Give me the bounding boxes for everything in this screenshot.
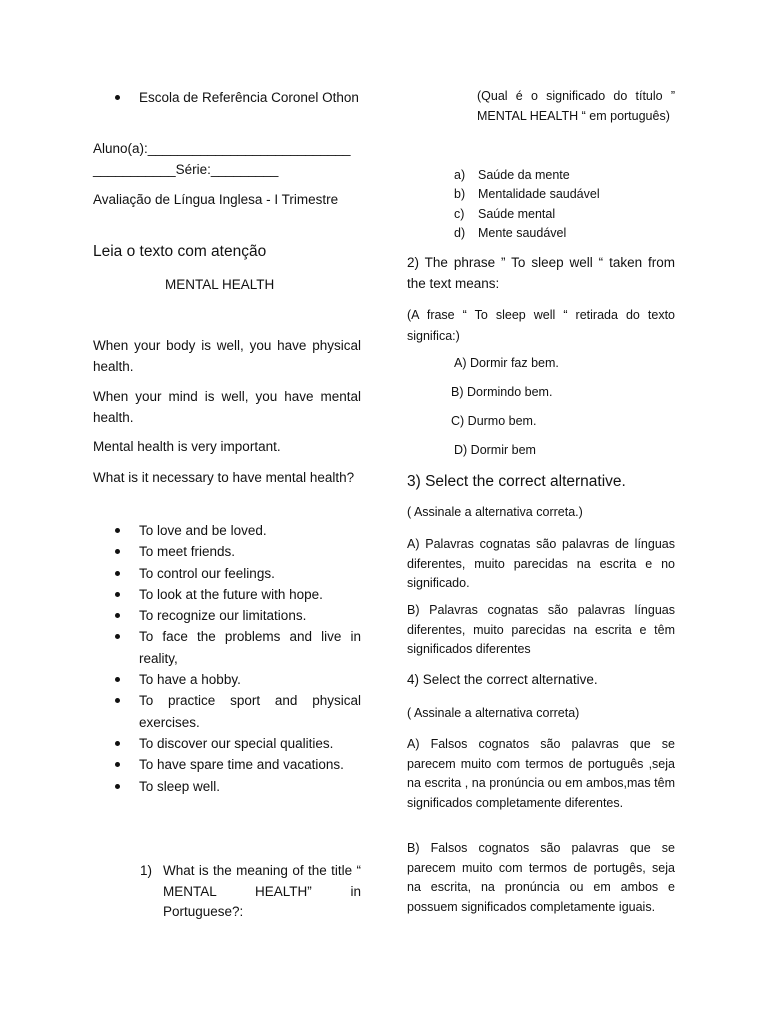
q4-text: 4) Select the correct alternative.: [407, 672, 598, 687]
q3-option-a: A) Palavras cognatas são palavras de línguas diferentes, muito parecidas na escrita e no significado.: [407, 537, 675, 590]
bullet-icon: [115, 698, 120, 703]
list-item: To meet friends.: [93, 541, 361, 562]
school-list: [93, 87, 361, 108]
q4-option-b: B) Falsos cognatos são palavras que se parecem muito com termos de portugês, seja na escrita, na pronúncia ou em ambos e possuem significados completamente iguais.: [407, 841, 675, 914]
option-a: a) Saúde da mente: [454, 168, 570, 182]
option-b: b) Mentalidade saudável: [454, 187, 600, 202]
q1-translation: (Qual é o significado do título ” MENTAL HEALTH “ em português): [477, 89, 675, 123]
school-name: Escola de Referência Coronel Othon: [93, 87, 361, 108]
q3-text: 3) Select the correct alternative.: [407, 473, 626, 490]
bullet-icon: [115, 613, 120, 618]
list-item: To sleep well.: [93, 776, 361, 797]
bullet-icon: [115, 784, 120, 789]
bullet-icon: [115, 549, 120, 554]
passage-paragraph: Mental health is very important.: [93, 439, 281, 454]
q2-translation: (A frase “ To sleep well “ retirada do texto significa:): [407, 308, 675, 343]
list-item: To look at the future with hope.: [93, 584, 361, 605]
passage-paragraph: When your body is well, you have physical health.: [93, 338, 361, 374]
question-number: 1): [140, 863, 153, 878]
health-list: [93, 520, 361, 797]
bullet-icon: [115, 592, 120, 597]
q2-option-a: A) Dormir faz bem.: [454, 356, 559, 370]
q1-options: [454, 166, 674, 243]
q3-translation: ( Assinale a alternativa correta.): [407, 505, 583, 519]
student-name-field: Aluno(a):___________________________: [93, 141, 351, 156]
list-item: To practice sport and physical exercises.: [93, 690, 361, 733]
option-d: d) Mente saudável: [454, 225, 567, 240]
bullet-icon: [115, 528, 120, 533]
instructions: Leia o texto com atenção: [93, 243, 267, 260]
bullet-icon: [115, 741, 120, 746]
list-item: To control our feelings.: [93, 563, 361, 584]
option-c: c) Saúde mental: [454, 206, 556, 221]
bullet-icon: [115, 571, 120, 576]
bullet-icon: [115, 634, 120, 639]
q2-option-d: D) Dormir bem: [454, 443, 536, 457]
bullet-icon: [115, 762, 120, 767]
list-item: To love and be loved.: [93, 520, 361, 541]
list-item: To have a hobby.: [93, 669, 361, 690]
list-item: To discover our special qualities.: [93, 733, 361, 754]
passage-paragraph: What is it necessary to have mental health?: [93, 470, 355, 485]
bullet-icon: [115, 677, 120, 682]
bullet-icon: [115, 95, 120, 100]
question-text: What is the meaning of the title “ MENTAL HEALTH” in Portuguese?:: [163, 863, 361, 919]
passage-paragraph: When your mind is well, you have mental health.: [93, 389, 361, 425]
q4-option-a: A) Falsos cognatos são palavras que se parecem muito com termos de português ,seja na escrita , na pronúncia ou em ambos,mas têm significados completamente diferentes.: [407, 737, 675, 810]
list-item: To recognize our limitations.: [93, 605, 361, 626]
q3-option-b: B) Palavras cognatas são palavras línguas diferentes, muito parecidas na escrita e têm significados diferentes: [407, 603, 675, 656]
list-item: To face the problems and live in reality,: [93, 626, 361, 669]
q4-translation: ( Assinale a alternativa correta): [407, 706, 580, 720]
text-title: MENTAL HEALTH: [165, 277, 275, 292]
q2-option-b: B) Dormindo bem.: [451, 385, 553, 399]
serie-field: ___________Série:_________: [93, 162, 279, 177]
list-item: To have spare time and vacations.: [93, 754, 361, 775]
assessment-title: Avaliação de Língua Inglesa - I Trimestre: [93, 192, 339, 207]
q2-option-c: C) Durmo bem.: [451, 414, 537, 428]
q2-text: 2) The phrase ” To sleep well “ taken from the text means:: [407, 255, 675, 291]
